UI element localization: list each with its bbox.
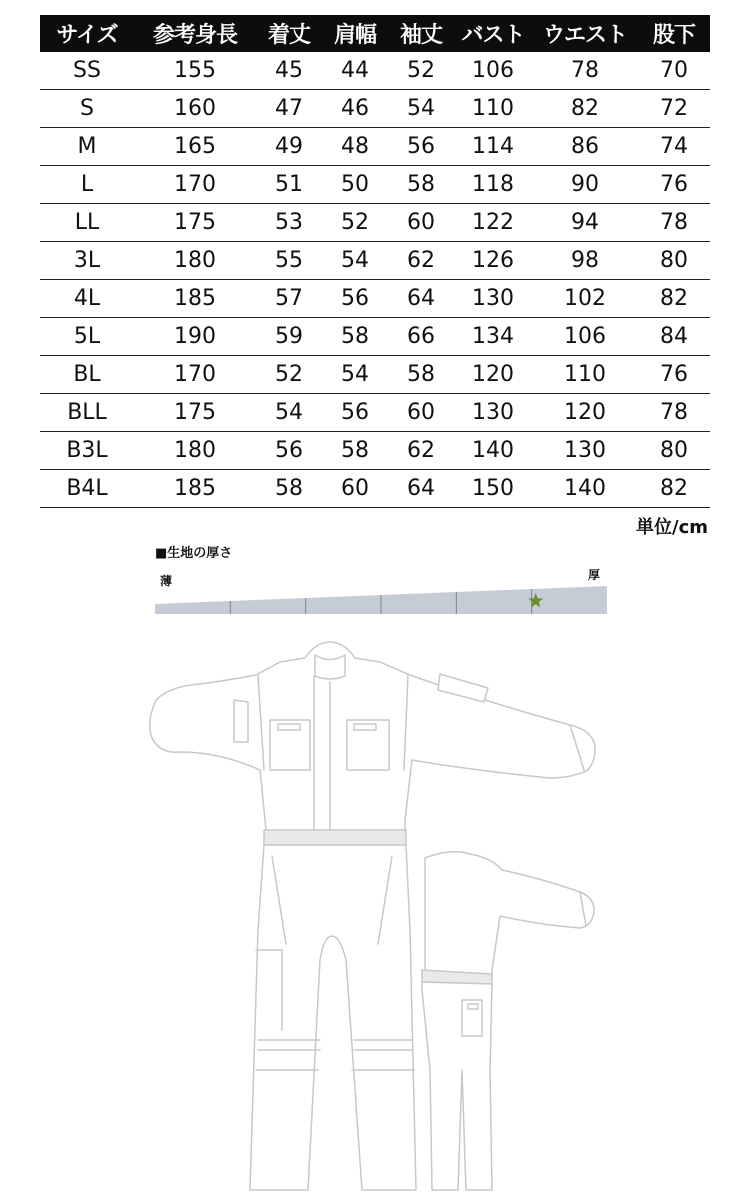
header-length: 着丈 bbox=[267, 23, 310, 48]
cell-sleeve: 62 bbox=[388, 432, 454, 470]
cell-length: 59 bbox=[256, 318, 322, 356]
cell-height: 180 bbox=[134, 432, 256, 470]
cell-bust: 120 bbox=[454, 356, 532, 394]
cell-bust: 106 bbox=[454, 52, 532, 90]
cell-bust: 114 bbox=[454, 128, 532, 166]
cell-shoulder: 46 bbox=[322, 90, 388, 128]
cell-length: 56 bbox=[256, 432, 322, 470]
cell-size: LL bbox=[40, 204, 134, 242]
cell-bust: 150 bbox=[454, 470, 532, 508]
cell-shoulder: 60 bbox=[322, 470, 388, 508]
cell-waist: 82 bbox=[532, 90, 638, 128]
coverall-garment-icon bbox=[140, 630, 610, 1200]
header-size: サイズ bbox=[56, 23, 118, 48]
cell-length: 45 bbox=[256, 52, 322, 90]
cell-bust: 110 bbox=[454, 90, 532, 128]
cell-height: 170 bbox=[134, 356, 256, 394]
cell-bust: 126 bbox=[454, 242, 532, 280]
cell-length: 47 bbox=[256, 90, 322, 128]
cell-sleeve: 58 bbox=[388, 356, 454, 394]
table-row bbox=[40, 128, 710, 166]
cell-size: BL bbox=[40, 356, 134, 394]
cell-waist: 140 bbox=[532, 470, 638, 508]
cell-sleeve: 56 bbox=[388, 128, 454, 166]
cell-sleeve: 60 bbox=[388, 394, 454, 432]
cell-sleeve: 64 bbox=[388, 280, 454, 318]
cell-height: 160 bbox=[134, 90, 256, 128]
cell-size: B3L bbox=[40, 432, 134, 470]
cell-inseam: 78 bbox=[638, 394, 710, 432]
cell-shoulder: 52 bbox=[322, 204, 388, 242]
cell-inseam: 84 bbox=[638, 318, 710, 356]
cell-inseam: 74 bbox=[638, 128, 710, 166]
cell-height: 170 bbox=[134, 166, 256, 204]
header-shoulder: 肩幅 bbox=[333, 23, 376, 48]
cell-size: B4L bbox=[40, 470, 134, 508]
cell-size: M bbox=[40, 128, 134, 166]
cell-waist: 120 bbox=[532, 394, 638, 432]
cell-shoulder: 50 bbox=[322, 166, 388, 204]
table-row bbox=[40, 394, 710, 432]
size-table-header-row bbox=[40, 15, 710, 52]
cell-shoulder: 48 bbox=[322, 128, 388, 166]
size-table bbox=[40, 15, 710, 508]
cell-size: 3L bbox=[40, 242, 134, 280]
header-waist: ウエスト bbox=[542, 23, 627, 48]
cell-length: 52 bbox=[256, 356, 322, 394]
cell-inseam: 76 bbox=[638, 166, 710, 204]
table-row bbox=[40, 242, 710, 280]
cell-size: SS bbox=[40, 52, 134, 90]
cell-length: 58 bbox=[256, 470, 322, 508]
cell-inseam: 82 bbox=[638, 470, 710, 508]
cell-height: 165 bbox=[134, 128, 256, 166]
table-row bbox=[40, 52, 710, 90]
cell-size: L bbox=[40, 166, 134, 204]
header-inseam: 股下 bbox=[652, 23, 695, 48]
table-row bbox=[40, 90, 710, 128]
table-row bbox=[40, 280, 710, 318]
cell-height: 190 bbox=[134, 318, 256, 356]
cell-bust: 140 bbox=[454, 432, 532, 470]
cell-waist: 98 bbox=[532, 242, 638, 280]
fabric-thickness-title: ■生地の厚さ bbox=[155, 546, 233, 561]
cell-waist: 78 bbox=[532, 52, 638, 90]
cell-bust: 118 bbox=[454, 166, 532, 204]
cell-sleeve: 60 bbox=[388, 204, 454, 242]
cell-sleeve: 58 bbox=[388, 166, 454, 204]
cell-length: 51 bbox=[256, 166, 322, 204]
cell-height: 155 bbox=[134, 52, 256, 90]
cell-size: 4L bbox=[40, 280, 134, 318]
cell-bust: 130 bbox=[454, 394, 532, 432]
cell-length: 54 bbox=[256, 394, 322, 432]
cell-inseam: 76 bbox=[638, 356, 710, 394]
cell-height: 175 bbox=[134, 394, 256, 432]
cell-waist: 106 bbox=[532, 318, 638, 356]
cell-waist: 130 bbox=[532, 432, 638, 470]
cell-bust: 130 bbox=[454, 280, 532, 318]
cell-inseam: 80 bbox=[638, 242, 710, 280]
cell-sleeve: 66 bbox=[388, 318, 454, 356]
cell-height: 185 bbox=[134, 470, 256, 508]
table-row bbox=[40, 318, 710, 356]
cell-length: 53 bbox=[256, 204, 322, 242]
table-row bbox=[40, 204, 710, 242]
fabric-thickness-gauge bbox=[155, 582, 607, 614]
cell-sleeve: 52 bbox=[388, 52, 454, 90]
cell-height: 180 bbox=[134, 242, 256, 280]
header-height: 参考身長 bbox=[152, 23, 237, 48]
cell-sleeve: 54 bbox=[388, 90, 454, 128]
cell-sleeve: 62 bbox=[388, 242, 454, 280]
cell-waist: 102 bbox=[532, 280, 638, 318]
cell-shoulder: 54 bbox=[322, 242, 388, 280]
cell-inseam: 80 bbox=[638, 432, 710, 470]
cell-length: 49 bbox=[256, 128, 322, 166]
cell-size: BLL bbox=[40, 394, 134, 432]
header-bust: バスト bbox=[461, 23, 525, 48]
cell-shoulder: 44 bbox=[322, 52, 388, 90]
table-row bbox=[40, 470, 710, 508]
cell-shoulder: 56 bbox=[322, 280, 388, 318]
cell-waist: 86 bbox=[532, 128, 638, 166]
thin-label: 薄 bbox=[160, 574, 173, 588]
table-row bbox=[40, 356, 710, 394]
cell-waist: 94 bbox=[532, 204, 638, 242]
cell-size: 5L bbox=[40, 318, 134, 356]
cell-shoulder: 58 bbox=[322, 318, 388, 356]
cell-shoulder: 54 bbox=[322, 356, 388, 394]
cell-shoulder: 56 bbox=[322, 394, 388, 432]
header-sleeve: 袖丈 bbox=[399, 23, 442, 48]
cell-length: 55 bbox=[256, 242, 322, 280]
cell-inseam: 78 bbox=[638, 204, 710, 242]
table-row bbox=[40, 432, 710, 470]
cell-inseam: 72 bbox=[638, 90, 710, 128]
cell-bust: 134 bbox=[454, 318, 532, 356]
thick-label: 厚 bbox=[588, 568, 601, 582]
cell-size: S bbox=[40, 90, 134, 128]
cell-sleeve: 64 bbox=[388, 470, 454, 508]
coverall-back-view bbox=[422, 852, 594, 1190]
cell-inseam: 82 bbox=[638, 280, 710, 318]
cell-shoulder: 58 bbox=[322, 432, 388, 470]
cell-waist: 90 bbox=[532, 166, 638, 204]
cell-height: 175 bbox=[134, 204, 256, 242]
cell-waist: 110 bbox=[532, 356, 638, 394]
unit-label: 単位/cm bbox=[636, 517, 708, 538]
cell-inseam: 70 bbox=[638, 52, 710, 90]
cell-length: 57 bbox=[256, 280, 322, 318]
table-row bbox=[40, 166, 710, 204]
cell-height: 185 bbox=[134, 280, 256, 318]
cell-bust: 122 bbox=[454, 204, 532, 242]
